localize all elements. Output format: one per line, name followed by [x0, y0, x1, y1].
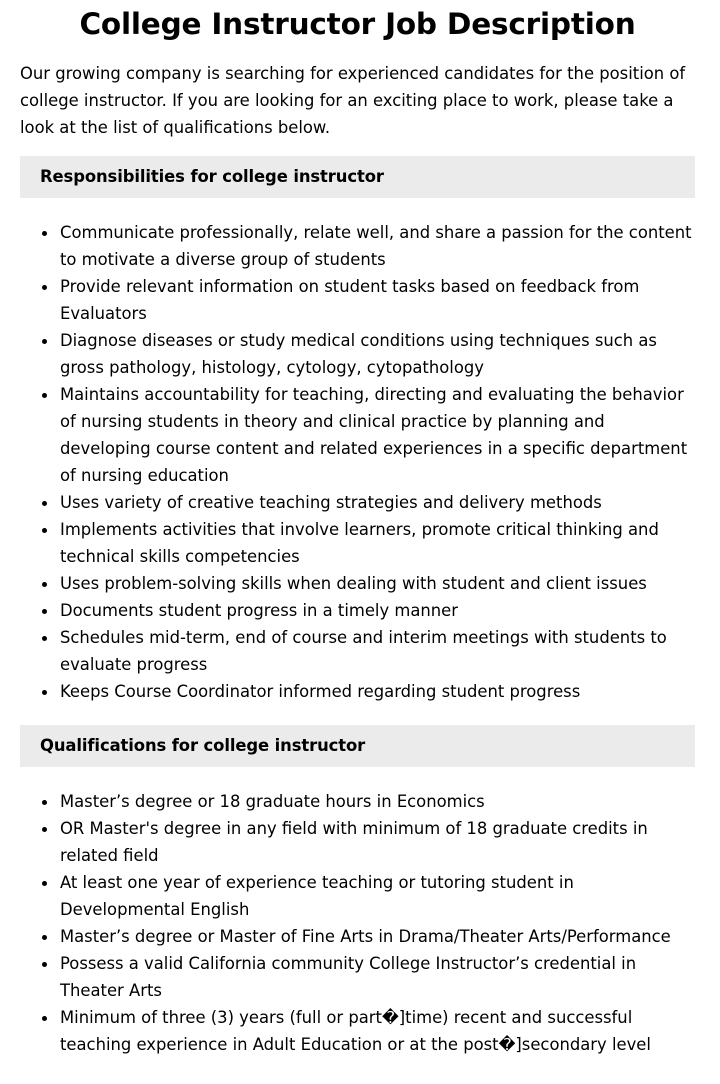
list-item: Master’s degree or 18 graduate hours in Economics	[60, 788, 695, 815]
list-item: Uses variety of creative teaching strategies and delivery methods	[60, 489, 695, 516]
list-item: Diagnose diseases or study medical conditions using techniques such as gross pathology, histology, cytology, cytopathology	[60, 327, 695, 381]
responsibilities-list	[20, 219, 695, 705]
list-item: Minimum of three (3) years (full or part�]time) recent and successful teaching experience in Adult Education or at the post�]secondary level	[60, 1004, 695, 1058]
list-item: Master’s degree or Master of Fine Arts in Drama/Theater Arts/Performance	[60, 923, 695, 950]
list-item: Provide relevant information on student tasks based on feedback from Evaluators	[60, 273, 695, 327]
list-item: OR Master's degree in any field with minimum of 18 graduate credits in related field	[60, 815, 695, 869]
list-item: Keeps Course Coordinator informed regarding student progress	[60, 678, 695, 705]
intro-paragraph: Our growing company is searching for experienced candidates for the position of college instructor. If you are looking for an exciting place to work, please take a look at the list of qualifications below.	[20, 64, 686, 137]
list-item: Possess a valid California community College Instructor’s credential in Theater Arts	[60, 950, 695, 1004]
qualifications-list	[20, 788, 695, 1058]
list-item: At least one year of experience teaching or tutoring student in Developmental English	[60, 869, 695, 923]
responsibilities-heading: Responsibilities for college instructor	[20, 156, 695, 198]
list-item: Implements activities that involve learners, promote critical thinking and technical skills competencies	[60, 516, 695, 570]
list-item: Maintains accountability for teaching, directing and evaluating the behavior of nursing students in theory and clinical practice by planning and developing course content and related experiences in a specific department of nursing education	[60, 381, 695, 489]
page-title: College Instructor Job Description	[79, 7, 636, 41]
list-item: Documents student progress in a timely manner	[60, 597, 695, 624]
qualifications-heading: Qualifications for college instructor	[20, 725, 695, 767]
list-item: Communicate professionally, relate well, and share a passion for the content to motivate a diverse group of students	[60, 219, 695, 273]
list-item: Uses problem-solving skills when dealing with student and client issues	[60, 570, 695, 597]
list-item: Schedules mid-term, end of course and interim meetings with students to evaluate progress	[60, 624, 695, 678]
